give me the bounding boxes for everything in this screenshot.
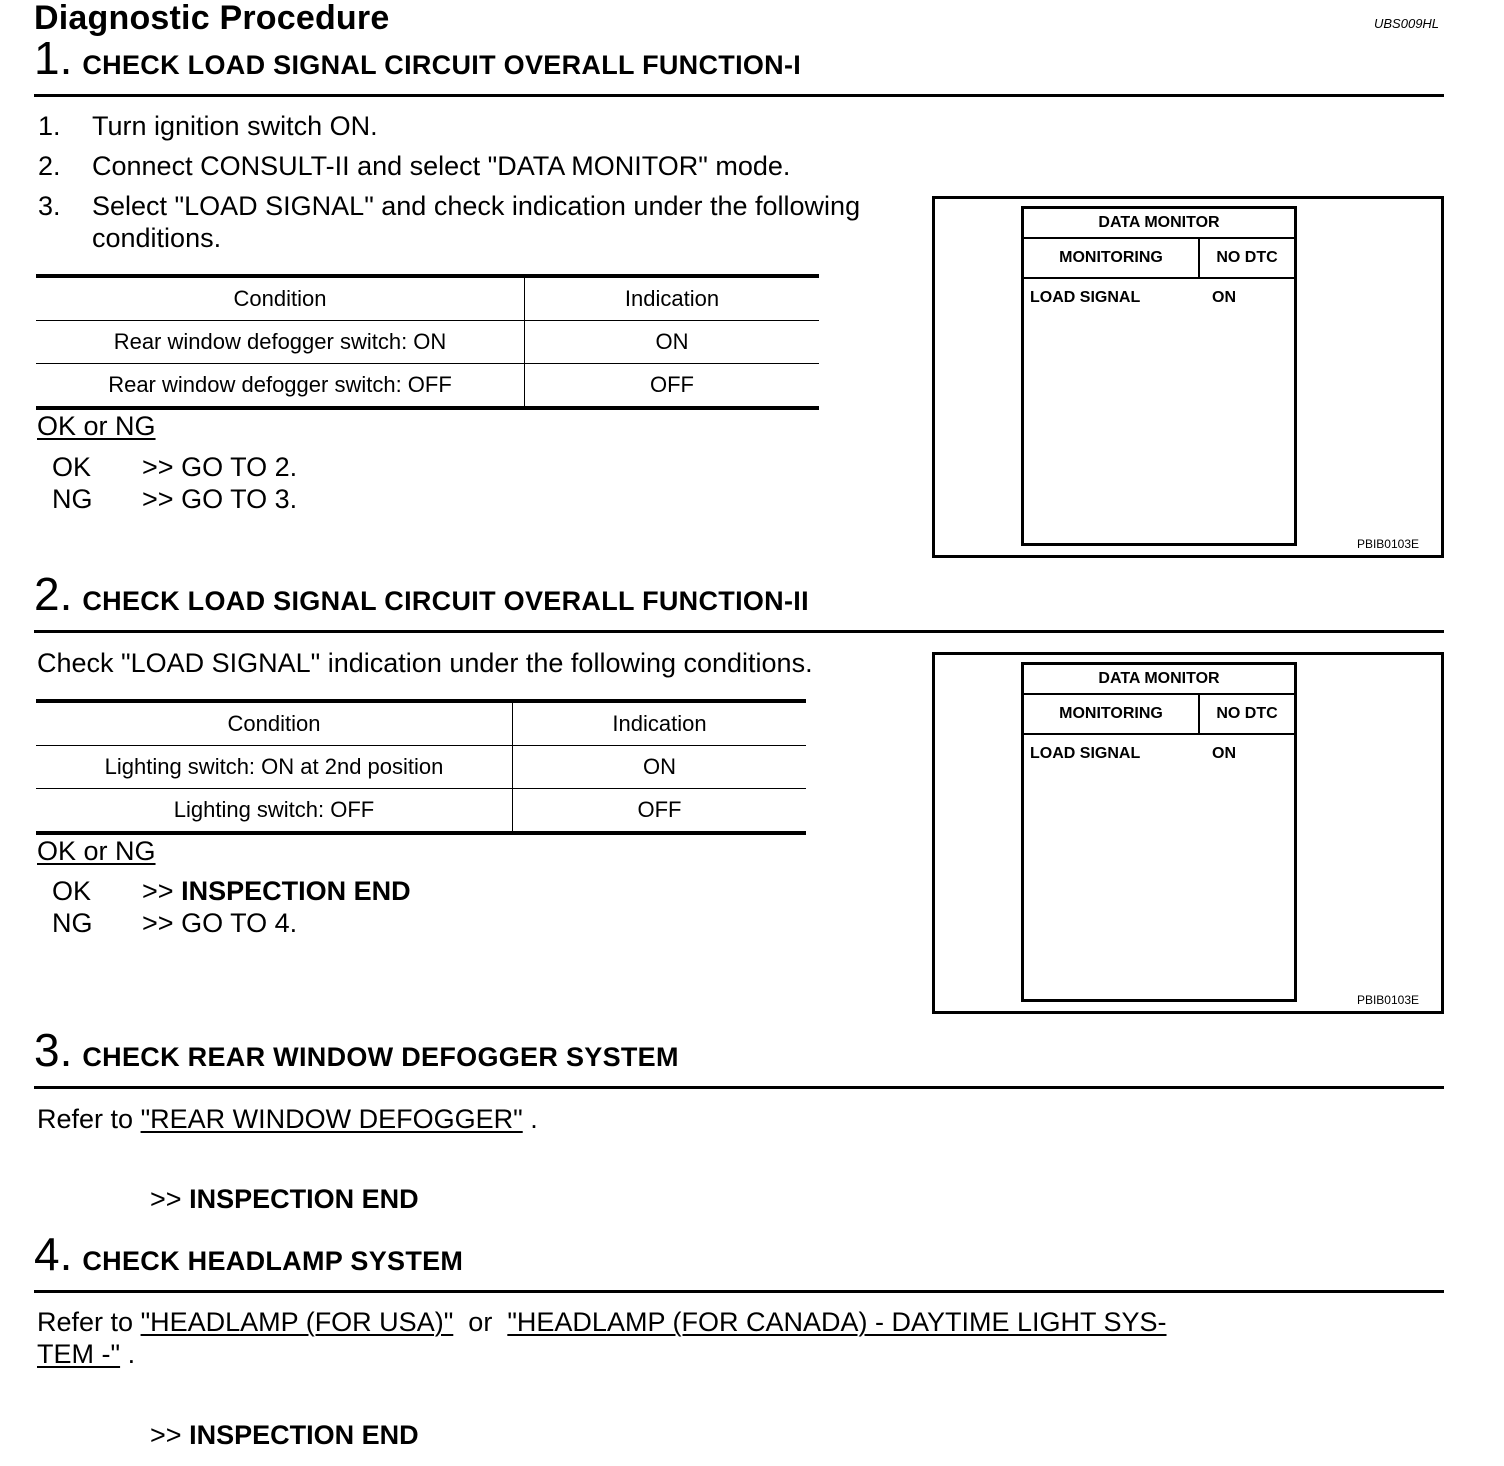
table-header-row xyxy=(36,701,806,746)
screen-title: DATA MONITOR xyxy=(1024,209,1294,239)
step-3-heading xyxy=(34,1026,679,1074)
instruction-text: Turn ignition switch ON. xyxy=(92,111,378,141)
step-2-heading xyxy=(34,570,809,618)
table-header-row xyxy=(36,276,819,321)
screen-item: LOAD SIGNAL xyxy=(1030,745,1141,762)
result-label: NG xyxy=(52,484,93,514)
result-action: INSPECTION END xyxy=(189,1420,419,1450)
inspection-end xyxy=(150,1183,419,1215)
figure-code: PBIB0103E xyxy=(1356,993,1419,1007)
table-cell: Lighting switch: ON at 2nd position xyxy=(36,746,513,789)
ok-or-ng-label: OK or NG xyxy=(37,836,156,866)
section-divider xyxy=(34,1290,1444,1293)
step-number: 2. xyxy=(34,568,73,620)
data-monitor-figure xyxy=(932,652,1444,1014)
step-title: CHECK HEADLAMP SYSTEM xyxy=(82,1246,464,1276)
ok-or-ng-label: OK or NG xyxy=(37,411,156,441)
step-number: 1. xyxy=(34,32,73,84)
section-divider xyxy=(34,1086,1444,1089)
table-cell: ON xyxy=(513,746,807,789)
screen-status: NO DTC xyxy=(1200,695,1294,735)
headlamp-canada-link[interactable]: "HEADLAMP (FOR CANADA) - DAYTIME LIGHT SYS- xyxy=(507,1307,1167,1337)
column-header: Indication xyxy=(513,701,807,746)
section-divider xyxy=(34,94,1444,97)
table-cell: OFF xyxy=(513,789,807,834)
step-title: CHECK LOAD SIGNAL CIRCUIT OVERALL FUNCTION-I xyxy=(82,50,802,80)
result-label: OK xyxy=(52,452,92,482)
refer-suffix: . xyxy=(530,1104,538,1134)
result-action: INSPECTION END xyxy=(189,1184,419,1214)
screen-value: ON xyxy=(1212,745,1236,762)
consult-screen xyxy=(1021,206,1297,546)
condition-table xyxy=(36,699,806,835)
result-arrow: >> xyxy=(150,1420,182,1450)
refer-suffix: . xyxy=(127,1339,136,1369)
result-ng xyxy=(52,907,297,939)
table-row xyxy=(36,321,819,364)
result-ng xyxy=(52,483,297,515)
result-arrow: >> xyxy=(142,452,174,482)
table-row xyxy=(36,746,806,789)
instruction-text: Select "LOAD SIGNAL" and check indication under the following conditions. xyxy=(92,191,861,253)
step-title: CHECK REAR WINDOW DEFOGGER SYSTEM xyxy=(82,1042,679,1072)
result-action: GO TO 3. xyxy=(181,484,298,514)
result-action: INSPECTION END xyxy=(181,876,411,906)
step-number: 4. xyxy=(34,1228,73,1280)
table-cell: ON xyxy=(525,321,820,364)
screen-monitoring: MONITORING xyxy=(1024,695,1200,735)
step-number: 3. xyxy=(34,1024,73,1076)
result-arrow: >> xyxy=(142,484,174,514)
result-action: GO TO 2. xyxy=(181,452,298,482)
rear-window-defogger-link[interactable]: "REAR WINDOW DEFOGGER" xyxy=(140,1104,523,1134)
instruction-number: 3. xyxy=(38,191,61,221)
headlamp-canada-link-continued[interactable]: TEM -" xyxy=(37,1339,121,1369)
refer-line xyxy=(37,1103,538,1135)
step-4-heading xyxy=(34,1230,463,1278)
step-title: CHECK LOAD SIGNAL CIRCUIT OVERALL FUNCTION-II xyxy=(82,586,809,616)
step-1-heading xyxy=(34,34,801,82)
consult-screen xyxy=(1021,662,1297,1002)
instruction-number: 1. xyxy=(38,111,61,141)
result-ok xyxy=(52,451,297,483)
document-code: UBS009HL xyxy=(1374,16,1440,31)
refer-prefix: Refer to xyxy=(37,1307,134,1337)
result-arrow: >> xyxy=(150,1184,182,1214)
refer-prefix: Refer to xyxy=(37,1104,134,1134)
column-header: Condition xyxy=(36,701,513,746)
or-text: or xyxy=(468,1307,493,1337)
step-intro: Check "LOAD SIGNAL" indication under the following conditions. xyxy=(37,648,813,678)
condition-table xyxy=(36,274,819,410)
table-cell: Lighting switch: OFF xyxy=(36,789,513,834)
screen-item: LOAD SIGNAL xyxy=(1030,289,1141,306)
result-label: NG xyxy=(52,908,93,938)
table-row xyxy=(36,364,819,409)
screen-value: ON xyxy=(1212,289,1236,306)
screen-status: NO DTC xyxy=(1200,239,1294,279)
refer-line-continued xyxy=(37,1338,135,1370)
column-header: Indication xyxy=(525,276,820,321)
result-ok xyxy=(52,875,411,907)
table-cell: OFF xyxy=(525,364,820,409)
instruction-text: Connect CONSULT-II and select "DATA MONITOR" mode. xyxy=(92,151,791,181)
result-action: GO TO 4. xyxy=(181,908,298,938)
table-cell: Rear window defogger switch: ON xyxy=(36,321,525,364)
page-title: Diagnostic Procedure xyxy=(34,0,390,37)
result-arrow: >> xyxy=(142,876,174,906)
table-row xyxy=(36,789,806,834)
result-label: OK xyxy=(52,876,92,906)
figure-code: PBIB0103E xyxy=(1356,537,1419,551)
screen-monitoring: MONITORING xyxy=(1024,239,1200,279)
inspection-end xyxy=(150,1419,419,1451)
table-cell: Rear window defogger switch: OFF xyxy=(36,364,525,409)
result-arrow: >> xyxy=(142,908,174,938)
refer-line xyxy=(37,1306,1167,1338)
headlamp-usa-link[interactable]: "HEADLAMP (FOR USA)" xyxy=(140,1307,454,1337)
section-divider xyxy=(34,630,1444,633)
instruction-number: 2. xyxy=(38,151,61,181)
data-monitor-figure xyxy=(932,196,1444,558)
screen-title: DATA MONITOR xyxy=(1024,665,1294,695)
column-header: Condition xyxy=(36,276,525,321)
